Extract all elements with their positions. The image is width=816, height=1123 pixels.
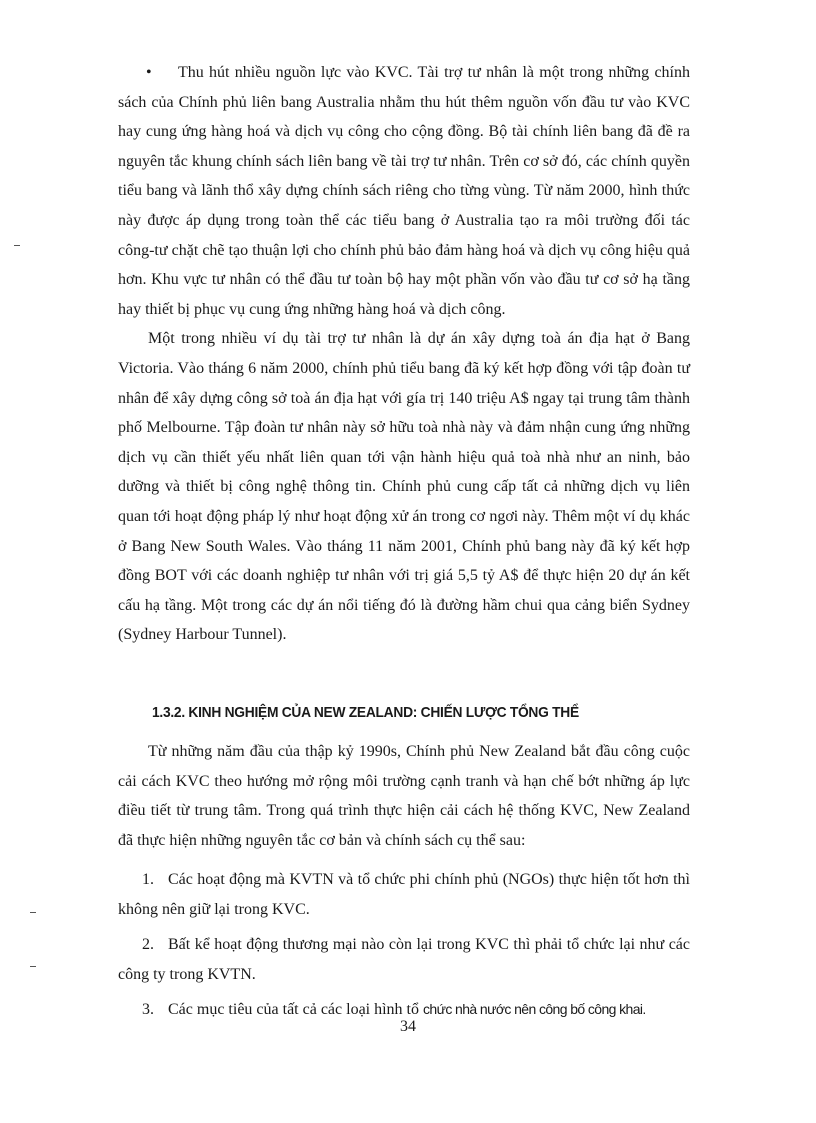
list-item-text-condensed: chức nhà nước nên công bố công khai. — [423, 1001, 646, 1018]
section-heading: 1.3.2. KINH NGHIỆM CỦA NEW ZEALAND: CHIẾN LƯỢC TỔNG THỂ — [152, 704, 579, 721]
bullet-marker: • — [146, 64, 152, 81]
principles-list — [118, 865, 690, 1031]
scan-mark — [30, 966, 36, 967]
list-item-text: Các hoạt động mà KVTN và tổ chức phi chính phủ (NGOs) thực hiện tốt hơn thì không nên giữ lại trong KVC. — [118, 871, 690, 918]
list-item-text: Các mục tiêu của tất cả các loại hình tổ — [168, 1001, 419, 1019]
example-paragraph — [118, 324, 690, 650]
example-paragraph-text: Một trong nhiều ví dụ tài trợ tư nhân là dự án xây dựng toà án địa hạt ở Bang Victoria. Vào tháng 6 năm 2000, chính phủ tiểu bang đã ký kết hợp đồng với tập đoàn tư nhân để xây dựng công sở toà án địa hạt với gía trị 140 triệu A$ ngay tại trung tâm thành phố Melbourne. Tập đoàn tư nhân này sở hữu toà nhà này và đảm nhận cung ứng những dịch vụ cần thiết yếu nhất liên quan tới vận hành hiệu quả toà nhà như an ninh, bảo dưỡng và thiết bị công nghệ thông tin. Chính phủ cung cấp tất cả những dịch vụ liên quan tới hoạt động pháp lý như hoạt động xử án trong cơ ngơi này. Thêm một ví dụ khác ở Bang New South Wales. Vào tháng 11 năm 2001, Chính phủ bang này đã ký kết hợp đồng BOT với các doanh nghiệp tư nhân với trị giá 5,5 tỷ A$ để thực hiện 20 dự án kết cấu hạ tầng. Một trong các dự án nổi tiếng đó là đường hầm chui qua cảng biển Sydney (Sydney Harbour Tunnel). — [118, 330, 690, 644]
list-item-number: 3. — [142, 1001, 154, 1019]
bullet-paragraph — [118, 58, 690, 324]
body-text-top — [118, 58, 690, 650]
list-item-number: 2. — [142, 936, 154, 954]
scan-mark — [30, 912, 36, 913]
list-item — [118, 930, 690, 989]
scan-mark — [14, 245, 20, 246]
page-number: 34 — [400, 1018, 416, 1035]
intro-block — [118, 737, 690, 855]
bullet-paragraph-text: Thu hút nhiều nguồn lực vào KVC. Tài trợ tư nhân là một trong những chính sách của Chính phủ liên bang Australia nhằm thu hút thêm nguồn vốn đầu tư vào KVC hay cung ứng hàng hoá và dịch vụ công cho cộng đồng. Bộ tài chính liên bang đã đề ra nguyên tắc khung chính sách liên bang về tài trợ tư nhân. Trên cơ sở đó, các chính quyền tiểu bang và lãnh thổ xây dựng chính sách riêng cho từng vùng. Từ năm 2000, hình thức này được áp dụng trong toàn thể các tiểu bang ở Australia tạo ra môi trường đối tác công-tư chặt chẽ tạo thuận lợi cho chính phủ bảo đảm hàng hoá và dịch vụ công hiệu quả hơn. Khu vực tư nhân có thể đầu tư toàn bộ hay một phần vốn vào đầu tư cơ sở hạ tầng hay thiết bị phục vụ cung ứng những hàng hoá và dịch công. — [118, 64, 690, 318]
list-item-text: Bất kể hoạt động thương mại nào còn lại trong KVC thì phải tổ chức lại như các công ty trong KVTN. — [118, 936, 690, 983]
intro-paragraph: Từ những năm đầu của thập kỷ 1990s, Chính phủ New Zealand bắt đầu công cuộc cải cách KVC theo hướng mở rộng môi trường cạnh tranh và hạn chế bớt những áp lực điều tiết từ trung tâm. Trong quá trình thực hiện cải cách hệ thống KVC, New Zealand đã thực hiện những nguyên tắc cơ bản và chính sách cụ thể sau: — [118, 743, 690, 849]
list-item-number: 1. — [142, 871, 154, 888]
list-item — [118, 865, 690, 924]
